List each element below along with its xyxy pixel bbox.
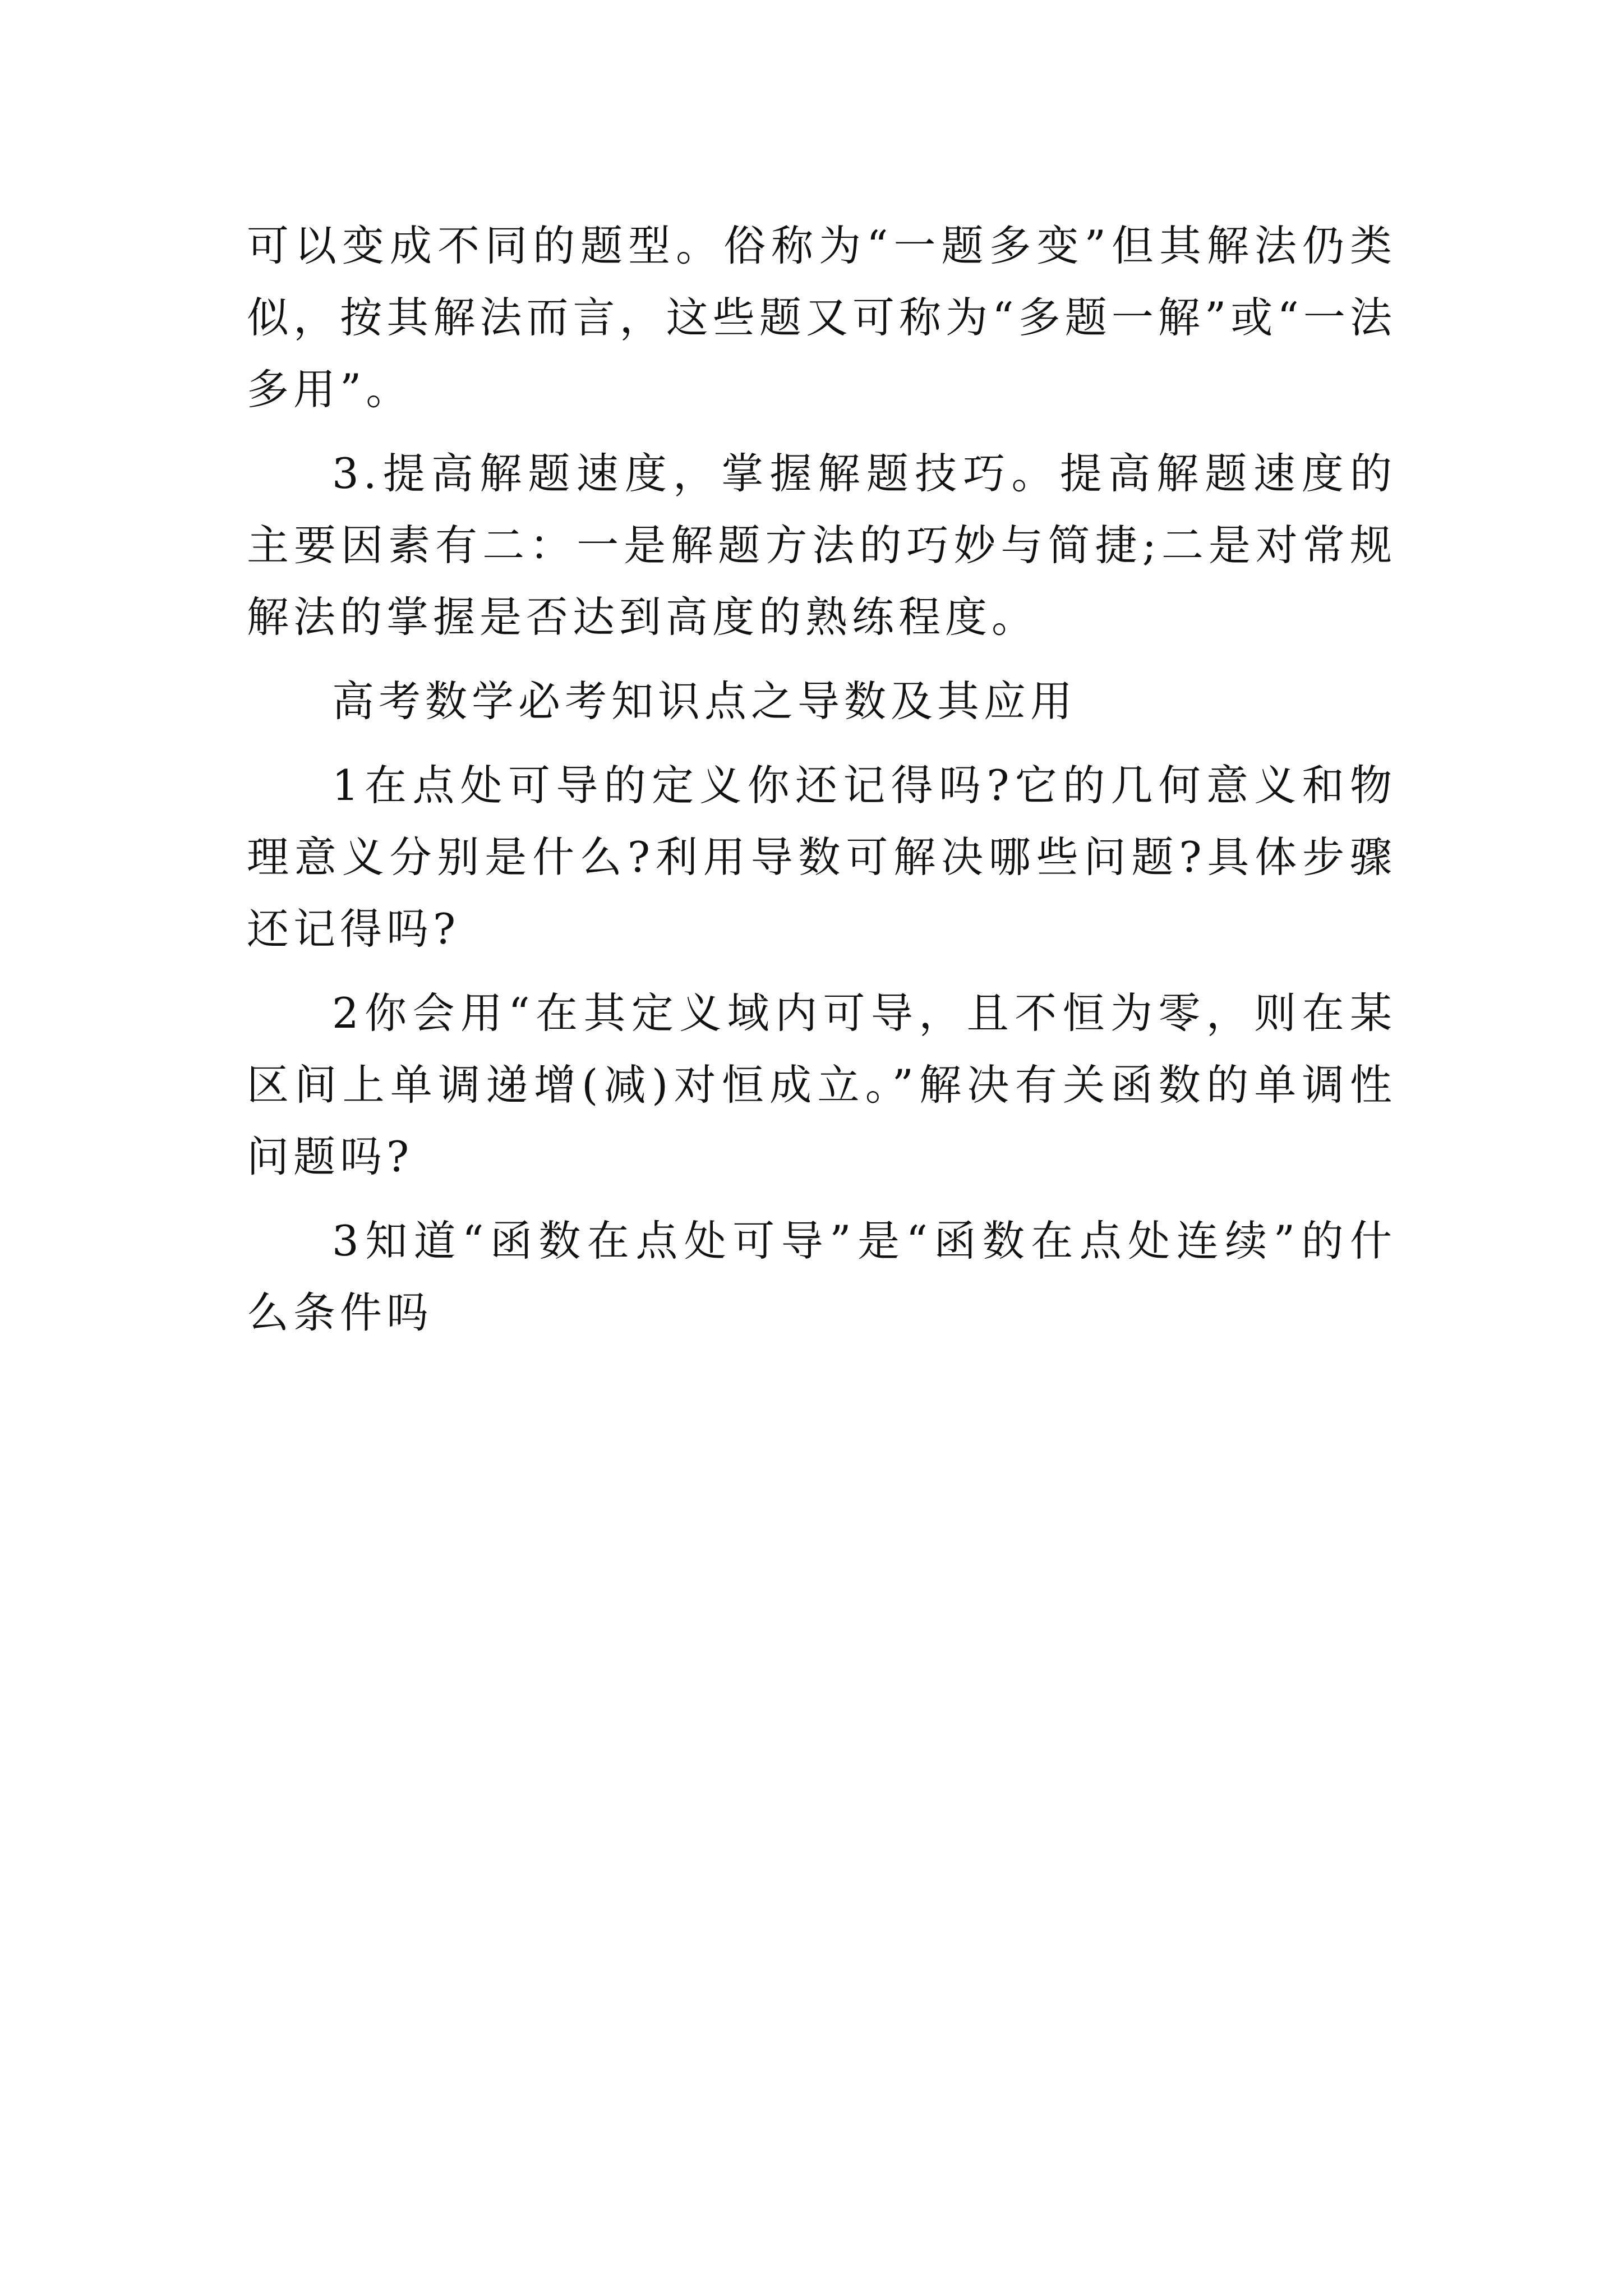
- paragraph-continuation: 可以变成不同的题型。俗称为“一题多变”但其解法仍类似，按其解法而言，这些题又可称为“多题一解”或“一法多用”。: [247, 221, 1396, 414]
- paragraph-question-1: 1在点处可导的定义你还记得吗?它的几何意义和物理意义分别是什么?利用导数可解决哪些问题?具体步骤还记得吗?: [247, 761, 1396, 954]
- paragraph-tip-3: 3.提高解题速度，掌握解题技巧。提高解题速度的主要因素有二：一是解题方法的巧妙与简捷;二是对常规解法的掌握是否达到高度的熟练程度。: [247, 449, 1396, 642]
- document-body: [247, 210, 1396, 1349]
- paragraph-question-3: 3知道“函数在点处可导”是“函数在点处连续”的什么条件吗: [247, 1216, 1396, 1337]
- paragraph-question-2: 2你会用“在其定义域内可导，且不恒为零，则在某区间上单调递增(减)对恒成立。”解决有关函数的单调性问题吗?: [247, 988, 1396, 1181]
- section-heading: 高考数学必考知识点之导数及其应用: [332, 677, 1077, 726]
